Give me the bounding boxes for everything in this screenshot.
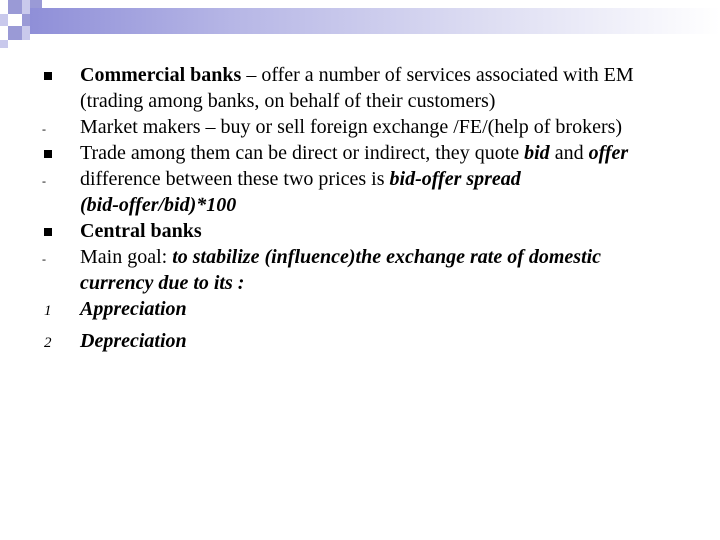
list-item	[0, 296, 720, 322]
bid-term: bid	[524, 142, 550, 164]
dash-bullet: -	[42, 252, 46, 266]
deco-square	[22, 0, 30, 14]
deco-square	[22, 26, 30, 40]
spread-formula: (bid-offer/bid)*100	[80, 194, 237, 216]
deco-square	[8, 14, 22, 26]
commercial-banks-heading: Commercial banks	[80, 64, 242, 86]
header-gradient-bar	[30, 8, 720, 34]
appreciation-text: Appreciation	[80, 298, 187, 320]
central-banks-heading: Central banks	[80, 220, 202, 242]
dash-bullet: -	[42, 174, 46, 188]
item-text: Main goal:	[80, 246, 173, 268]
number-marker: 1	[44, 303, 52, 319]
deco-square	[0, 40, 8, 48]
offer-term: offer	[588, 142, 629, 164]
item-text: – offer a number of services associated with EM (trading among banks, on behalf of their customers)	[80, 64, 634, 112]
list-item	[0, 218, 720, 244]
main-goal-text: to stabilize (influence)the exchange rate of domestic currency due to its :	[80, 246, 602, 294]
item-text: Market makers – buy or sell foreign exchange /FE/(help of brokers)	[80, 116, 623, 138]
deco-square	[8, 26, 22, 40]
list-item	[0, 244, 720, 296]
list-item	[0, 62, 720, 114]
list-item	[0, 114, 720, 140]
depreciation-text: Depreciation	[80, 330, 187, 352]
deco-square	[30, 0, 42, 8]
header-decoration	[0, 0, 720, 48]
list-item	[0, 166, 720, 218]
item-text: and	[549, 142, 589, 164]
number-marker: 2	[44, 335, 52, 351]
deco-square	[22, 14, 30, 26]
dash-bullet: -	[42, 122, 46, 136]
slide-content	[0, 62, 720, 354]
item-text: Trade among them can be direct or indirect, they quote	[80, 142, 525, 164]
list-item	[0, 140, 720, 166]
spread-term: bid-offer spread	[389, 168, 521, 190]
deco-square	[8, 0, 22, 14]
item-text: difference between these two prices is	[80, 168, 390, 190]
deco-square	[0, 14, 8, 26]
list-item	[0, 328, 720, 354]
